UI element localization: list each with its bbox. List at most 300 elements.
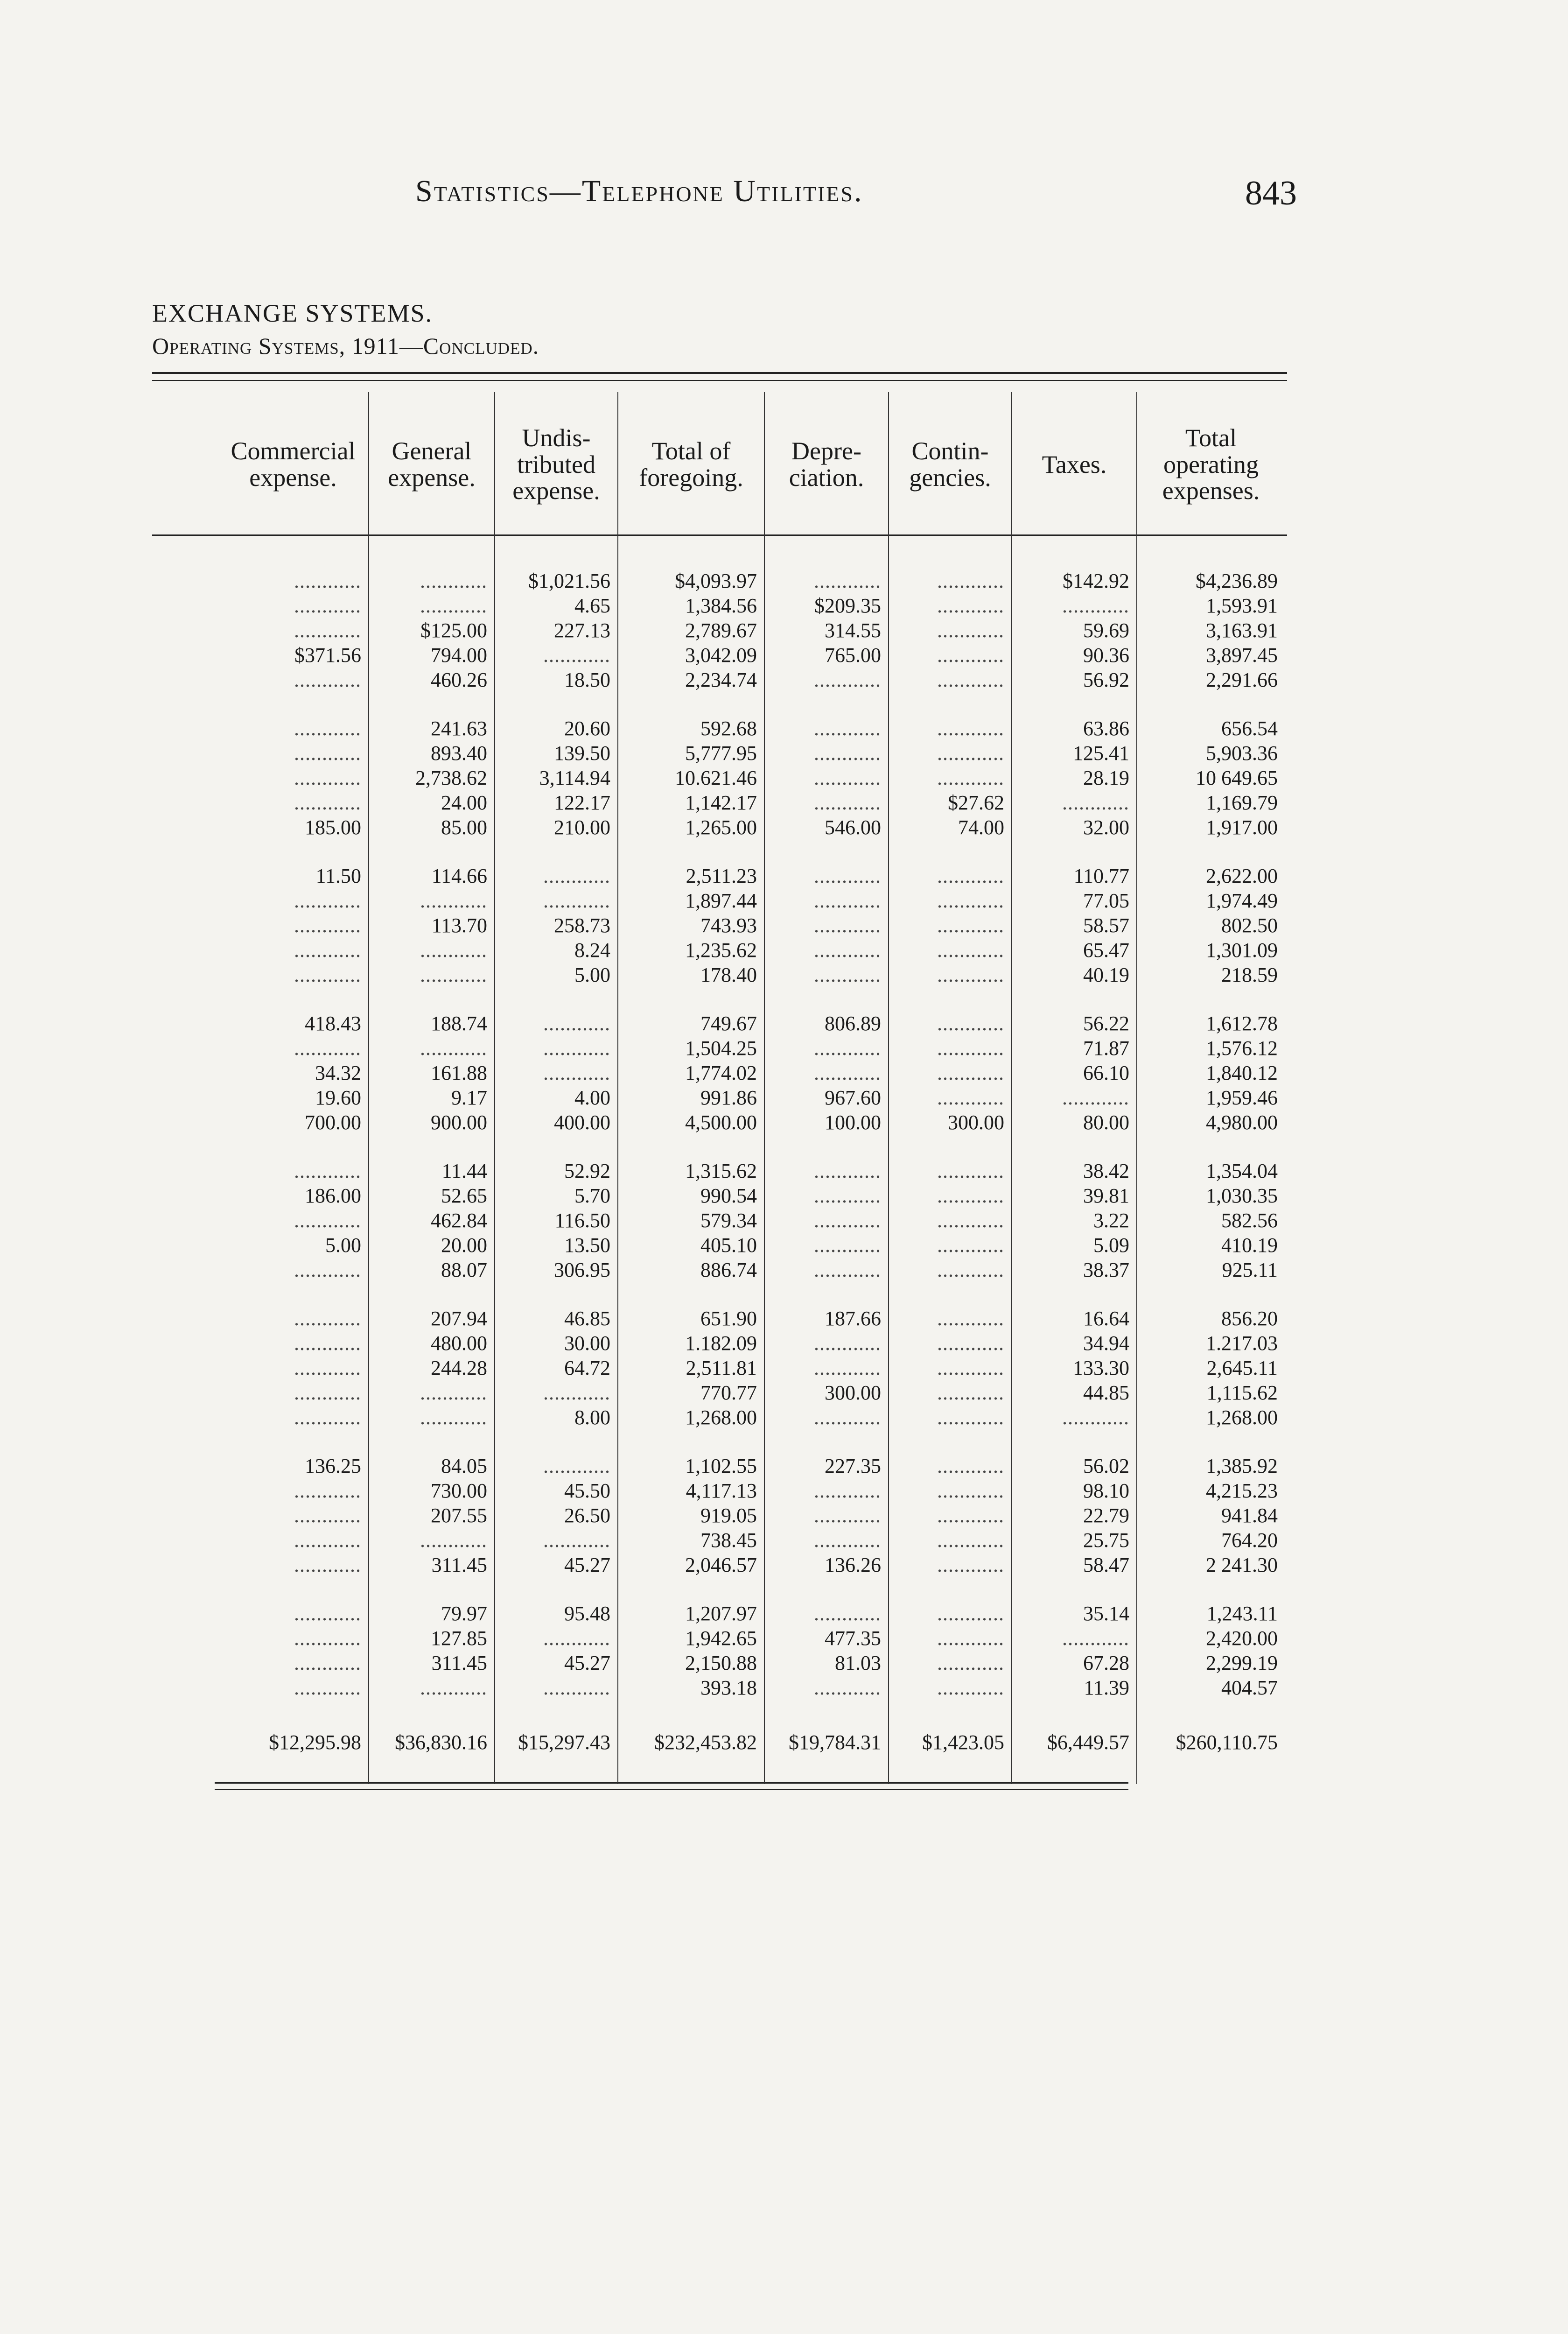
dot-leader: ............ (294, 914, 361, 937)
cell-total-foregoing: 886.74 (700, 1258, 757, 1281)
cell-total-operating-expenses: 764.20 (1221, 1529, 1278, 1552)
cell-total-foregoing: 738.45 (700, 1529, 757, 1552)
cell-total-operating-expenses: 1,612.78 (1206, 1012, 1278, 1035)
dot-leader: ............ (937, 644, 1004, 667)
cell-depreciation: 227.35 (825, 1455, 881, 1477)
dot-leader: ............ (937, 1160, 1004, 1182)
cell-commercial-expense: 5.00 (325, 1234, 361, 1257)
section-title: EXCHANGE SYSTEMS. (152, 299, 433, 327)
cell-total-operating-expenses: 1,115.62 (1206, 1381, 1278, 1404)
dot-leader: ............ (294, 1381, 361, 1404)
dot-leader: ............ (814, 1406, 881, 1429)
cell-general-expense: 20.00 (441, 1234, 487, 1257)
dot-leader: ............ (294, 889, 361, 912)
cell-total-operating-expenses: 3,897.45 (1206, 644, 1278, 667)
cell-depreciation: 300.00 (825, 1381, 881, 1404)
dot-leader: ............ (294, 1258, 361, 1281)
cell-total-foregoing: 1,268.00 (685, 1406, 757, 1429)
cell-taxes: 71.87 (1083, 1037, 1129, 1060)
cell-general-expense: 207.94 (431, 1307, 487, 1330)
dot-leader: ............ (814, 865, 881, 887)
cell-depreciation: 546.00 (825, 816, 881, 839)
cell-depreciation: 765.00 (825, 644, 881, 667)
dot-leader: ............ (814, 668, 881, 691)
cell-general-expense: 900.00 (431, 1111, 487, 1134)
dot-leader: ............ (937, 1234, 1004, 1257)
dot-leader: ............ (814, 1676, 881, 1699)
cell-undistributed-expense: 18.50 (564, 668, 610, 691)
dot-leader: ............ (543, 865, 610, 887)
dot-leader: ............ (420, 569, 487, 592)
dot-leader: ............ (294, 1406, 361, 1429)
cell-total-operating-expenses: 1.217.03 (1206, 1332, 1278, 1355)
dot-leader: ............ (814, 963, 881, 986)
dot-leader: ............ (814, 766, 881, 789)
cell-taxes: 63.86 (1083, 717, 1129, 740)
cell-total-foregoing: 592.68 (700, 717, 757, 740)
cell-commercial-expense: 19.60 (315, 1086, 361, 1109)
cell-total-foregoing: 1,315.62 (685, 1160, 757, 1182)
cell-taxes: 34.94 (1083, 1332, 1129, 1355)
dot-leader: ............ (937, 742, 1004, 765)
dot-leader: ............ (420, 939, 487, 962)
cell-general-expense: 114.66 (431, 865, 487, 887)
total-undistributed-expense: $15,297.43 (518, 1731, 610, 1754)
dot-leader: ............ (814, 1160, 881, 1182)
dot-leader: ............ (294, 742, 361, 765)
dot-leader: ............ (294, 1332, 361, 1355)
cell-total-foregoing: 2,789.67 (685, 619, 757, 642)
cell-taxes: 56.92 (1083, 668, 1129, 691)
cell-total-operating-expenses: 1,917.00 (1206, 816, 1278, 839)
cell-depreciation: $209.35 (814, 594, 881, 617)
cell-taxes: 25.75 (1083, 1529, 1129, 1552)
cell-general-expense: 480.00 (431, 1332, 487, 1355)
cell-taxes: 65.47 (1083, 939, 1129, 962)
cell-total-foregoing: 1,265.00 (685, 816, 757, 839)
cell-depreciation: 187.66 (825, 1307, 881, 1330)
dot-leader: ............ (814, 1209, 881, 1232)
dot-leader: ............ (294, 1652, 361, 1674)
cell-undistributed-expense: 122.17 (554, 791, 610, 814)
column-header-commercial-expense: Commercial expense. (231, 437, 356, 492)
cell-depreciation: 81.03 (835, 1652, 881, 1674)
cell-total-foregoing: 990.54 (700, 1184, 757, 1207)
dot-leader: ............ (543, 889, 610, 912)
dot-leader: ............ (937, 1406, 1004, 1429)
cell-total-foregoing: 919.05 (700, 1504, 757, 1527)
cell-total-operating-expenses: 1,354.04 (1206, 1160, 1278, 1182)
cell-taxes: 98.10 (1083, 1479, 1129, 1502)
cell-undistributed-expense: 4.65 (574, 594, 610, 617)
cell-total-operating-expenses: 1,243.11 (1206, 1602, 1278, 1625)
dot-leader: ............ (420, 1406, 487, 1429)
dot-leader: ............ (814, 1037, 881, 1060)
cell-commercial-expense: 34.32 (315, 1062, 361, 1084)
dot-leader: ............ (937, 963, 1004, 986)
cell-general-expense: 244.28 (431, 1357, 487, 1379)
column-header-undistributed-expense: Undis- tributed expense. (512, 423, 600, 505)
dot-leader: ............ (294, 569, 361, 592)
cell-commercial-expense: 418.43 (305, 1012, 361, 1035)
cell-undistributed-expense: 3,114.94 (539, 766, 610, 789)
cell-taxes: 67.28 (1083, 1652, 1129, 1674)
cell-taxes: 5.09 (1093, 1234, 1129, 1257)
cell-taxes: 125.41 (1073, 742, 1129, 765)
dot-leader: ............ (937, 1258, 1004, 1281)
dot-leader: ............ (294, 1160, 361, 1182)
cell-total-operating-expenses: 925.11 (1222, 1258, 1278, 1281)
dot-leader: ............ (814, 1062, 881, 1084)
running-head (415, 174, 863, 209)
cell-total-operating-expenses: 1,974.49 (1206, 889, 1278, 912)
cell-general-expense: 85.00 (441, 816, 487, 839)
cell-general-expense: 462.84 (431, 1209, 487, 1232)
cell-total-operating-expenses: 1,169.79 (1206, 791, 1278, 814)
cell-general-expense: 794.00 (431, 644, 487, 667)
cell-undistributed-expense: 4.00 (574, 1086, 610, 1109)
cell-total-operating-expenses: 1,301.09 (1206, 939, 1278, 962)
dot-leader: ............ (543, 1381, 610, 1404)
cell-total-operating-expenses: 1,385.92 (1206, 1455, 1278, 1477)
cell-taxes: 44.85 (1083, 1381, 1129, 1404)
cell-total-operating-expenses: 2,291.66 (1206, 668, 1278, 691)
cell-general-expense: 52.65 (441, 1184, 487, 1207)
cell-taxes: $142.92 (1063, 569, 1129, 592)
cell-general-expense: 241.63 (431, 717, 487, 740)
cell-general-expense: 9.17 (451, 1086, 487, 1109)
dot-leader: ............ (543, 1627, 610, 1650)
dot-leader: ............ (937, 1037, 1004, 1060)
dot-leader: ............ (814, 1258, 881, 1281)
cell-taxes: 80.00 (1083, 1111, 1129, 1134)
cell-undistributed-expense: 45.50 (564, 1479, 610, 1502)
cell-undistributed-expense: 139.50 (554, 742, 610, 765)
cell-taxes: 35.14 (1083, 1602, 1129, 1625)
cell-undistributed-expense: 210.00 (554, 816, 610, 839)
column-header-total-foregoing: Total of foregoing. (639, 437, 743, 492)
dot-leader: ............ (937, 1209, 1004, 1232)
cell-depreciation: 136.26 (825, 1554, 881, 1576)
dot-leader: ............ (814, 1234, 881, 1257)
cell-depreciation: 100.00 (825, 1111, 881, 1134)
dot-leader: ............ (937, 1479, 1004, 1502)
dot-leader: ............ (1062, 1627, 1129, 1650)
cell-general-expense: 730.00 (431, 1479, 487, 1502)
cell-undistributed-expense: 5.00 (574, 963, 610, 986)
cell-taxes: 32.00 (1083, 816, 1129, 839)
dot-leader: ............ (294, 1602, 361, 1625)
cell-total-operating-expenses: 941.84 (1221, 1504, 1278, 1527)
cell-total-operating-expenses: 404.57 (1221, 1676, 1278, 1699)
dot-leader: ............ (294, 1307, 361, 1330)
cell-commercial-expense: 186.00 (305, 1184, 361, 1207)
cell-total-operating-expenses: 410.19 (1221, 1234, 1278, 1257)
cell-commercial-expense: 700.00 (305, 1111, 361, 1134)
dot-leader: ............ (294, 791, 361, 814)
dot-leader: ............ (937, 914, 1004, 937)
cell-total-foregoing: 2,234.74 (685, 668, 757, 691)
cell-total-operating-expenses: 1,030.35 (1206, 1184, 1278, 1207)
dot-leader: ............ (294, 766, 361, 789)
cell-taxes: 28.19 (1083, 766, 1129, 789)
dot-leader: ............ (294, 1554, 361, 1576)
cell-general-expense: 113.70 (431, 914, 487, 937)
cell-total-operating-expenses: 802.50 (1221, 914, 1278, 937)
cell-undistributed-expense: 26.50 (564, 1504, 610, 1527)
cell-taxes: 66.10 (1083, 1062, 1129, 1084)
cell-total-foregoing: 1,774.02 (685, 1062, 757, 1084)
cell-total-operating-expenses: 2,622.00 (1206, 865, 1278, 887)
dot-leader: ............ (937, 594, 1004, 617)
column-header-taxes: Taxes. (1042, 450, 1107, 478)
dot-leader: ............ (937, 668, 1004, 691)
dot-leader: ............ (937, 619, 1004, 642)
dot-leader: ............ (814, 717, 881, 740)
cell-total-foregoing: 770.77 (700, 1381, 757, 1404)
cell-total-operating-expenses: 656.54 (1221, 717, 1278, 740)
dot-leader: ............ (1062, 791, 1129, 814)
dot-leader: ............ (543, 1529, 610, 1552)
column-header-general-expense: General expense. (388, 437, 476, 492)
cell-total-foregoing: 10.621.46 (675, 766, 757, 789)
cell-depreciation: 477.35 (825, 1627, 881, 1650)
cell-general-expense: 88.07 (441, 1258, 487, 1281)
cell-undistributed-expense: 400.00 (554, 1111, 610, 1134)
dot-leader: ............ (937, 1652, 1004, 1674)
cell-general-expense: 460.26 (431, 668, 487, 691)
dot-leader: ............ (814, 1184, 881, 1207)
dot-leader: ............ (294, 1479, 361, 1502)
cell-undistributed-expense: 306.95 (554, 1258, 610, 1281)
dot-leader: ............ (937, 1504, 1004, 1527)
cell-commercial-expense: 185.00 (305, 816, 361, 839)
cell-total-foregoing: 1,235.62 (685, 939, 757, 962)
cell-total-operating-expenses: $4,236.89 (1196, 569, 1278, 592)
cell-undistributed-expense: 13.50 (564, 1234, 610, 1257)
cell-undistributed-expense: 227.13 (554, 619, 610, 642)
cell-general-expense: 127.85 (431, 1627, 487, 1650)
cell-total-operating-expenses: 1,959.46 (1206, 1086, 1278, 1109)
cell-general-expense: 188.74 (431, 1012, 487, 1035)
dot-leader: ............ (937, 889, 1004, 912)
total-total-operating-expenses: $260,110.75 (1176, 1731, 1278, 1754)
subtitle-text: Operating Systems, 1911—Concluded. (152, 333, 539, 359)
cell-general-expense: 84.05 (441, 1455, 487, 1477)
column-rule (368, 392, 369, 1784)
dot-leader: ............ (937, 1357, 1004, 1379)
column-rule (764, 392, 765, 1784)
cell-taxes: 38.37 (1083, 1258, 1129, 1281)
dot-leader: ............ (937, 1529, 1004, 1552)
dot-leader: ............ (543, 1062, 610, 1084)
cell-undistributed-expense: 95.48 (564, 1602, 610, 1625)
cell-total-operating-expenses: 582.56 (1221, 1209, 1278, 1232)
cell-contingencies: $27.62 (948, 791, 1004, 814)
cell-general-expense: $125.00 (420, 619, 487, 642)
cell-total-foregoing: 2,511.23 (686, 865, 757, 887)
cell-taxes: 39.81 (1083, 1184, 1129, 1207)
cell-total-operating-expenses: 4,980.00 (1206, 1111, 1278, 1134)
cell-total-foregoing: 651.90 (700, 1307, 757, 1330)
dot-leader: ............ (1062, 1086, 1129, 1109)
cell-total-operating-expenses: 2 241.30 (1206, 1554, 1278, 1576)
dot-leader: ............ (937, 1062, 1004, 1084)
cell-general-expense: 207.55 (431, 1504, 487, 1527)
dot-leader: ............ (937, 1012, 1004, 1035)
cell-undistributed-expense: 52.92 (564, 1160, 610, 1182)
dot-leader: ............ (937, 1627, 1004, 1650)
dot-leader: ............ (294, 939, 361, 962)
top-rule (152, 372, 1287, 374)
dot-leader: ............ (937, 1086, 1004, 1109)
dot-leader: ............ (420, 1381, 487, 1404)
dot-leader: ............ (543, 1455, 610, 1477)
dot-leader: ............ (937, 717, 1004, 740)
cell-undistributed-expense: 258.73 (554, 914, 610, 937)
cell-total-operating-expenses: 218.59 (1221, 963, 1278, 986)
dot-leader: ............ (543, 1676, 610, 1699)
dot-leader: ............ (294, 668, 361, 691)
cell-total-foregoing: 1,207.97 (685, 1602, 757, 1625)
cell-taxes: 22.79 (1083, 1504, 1129, 1527)
cell-commercial-expense: $371.56 (294, 644, 361, 667)
dot-leader: ............ (294, 619, 361, 642)
cell-total-foregoing: 991.86 (700, 1086, 757, 1109)
dot-leader: ............ (294, 1676, 361, 1699)
column-rule (1011, 392, 1012, 1784)
dot-leader: ............ (937, 1381, 1004, 1404)
dot-leader: ............ (937, 1676, 1004, 1699)
cell-total-foregoing: 393.18 (700, 1676, 757, 1699)
dot-leader: ............ (814, 742, 881, 765)
cell-total-operating-expenses: 5,903.36 (1206, 742, 1278, 765)
cell-taxes: 59.69 (1083, 619, 1129, 642)
cell-total-operating-expenses: 4,215.23 (1206, 1479, 1278, 1502)
dot-leader: ............ (814, 1602, 881, 1625)
cell-total-operating-expenses: 2,299.19 (1206, 1652, 1278, 1674)
dot-leader: ............ (294, 1209, 361, 1232)
dot-leader: ............ (294, 1627, 361, 1650)
total-contingencies: $1,423.05 (922, 1731, 1004, 1754)
cell-total-operating-expenses: 1,593.91 (1206, 594, 1278, 617)
dot-leader: ............ (1062, 1406, 1129, 1429)
dot-leader: ............ (937, 766, 1004, 789)
dot-leader: ............ (814, 1479, 881, 1502)
dot-leader: ............ (420, 1676, 487, 1699)
cell-total-foregoing: $4,093.97 (675, 569, 757, 592)
column-header-depreciation: Depre- ciation. (789, 437, 864, 492)
cell-taxes: 58.57 (1083, 914, 1129, 937)
cell-total-foregoing: 178.40 (700, 963, 757, 986)
cell-total-foregoing: 2,511.81 (686, 1357, 757, 1379)
cell-total-foregoing: 1.182.09 (685, 1332, 757, 1355)
page-number: 843 (1245, 174, 1297, 212)
cell-total-operating-expenses: 3,163.91 (1206, 619, 1278, 642)
dot-leader: ............ (814, 1332, 881, 1355)
dot-leader: ............ (1062, 594, 1129, 617)
total-taxes: $6,449.57 (1047, 1731, 1129, 1754)
cell-taxes: 110.77 (1073, 865, 1129, 887)
cell-contingencies: 300.00 (948, 1111, 1004, 1134)
dot-leader: ............ (937, 569, 1004, 592)
dot-leader: ............ (937, 1602, 1004, 1625)
cell-total-foregoing: 3,042.09 (685, 644, 757, 667)
cell-total-foregoing: 579.34 (700, 1209, 757, 1232)
column-rule (494, 392, 495, 1784)
cell-total-foregoing: 4,117.13 (686, 1479, 757, 1502)
dot-leader: ............ (294, 1037, 361, 1060)
cell-taxes: 90.36 (1083, 644, 1129, 667)
cell-total-foregoing: 1,142.17 (685, 791, 757, 814)
cell-undistributed-expense: 30.00 (564, 1332, 610, 1355)
dot-leader: ............ (420, 1037, 487, 1060)
cell-undistributed-expense: 46.85 (564, 1307, 610, 1330)
cell-total-operating-expenses: 10 649.65 (1196, 766, 1278, 789)
cell-general-expense: 79.97 (441, 1602, 487, 1625)
cell-taxes: 16.64 (1083, 1307, 1129, 1330)
cell-undistributed-expense: 5.70 (574, 1184, 610, 1207)
total-total-foregoing: $232,453.82 (654, 1731, 757, 1754)
bottom-rule-thin (215, 1789, 1128, 1790)
cell-depreciation: 967.60 (825, 1086, 881, 1109)
cell-commercial-expense: 136.25 (305, 1455, 361, 1477)
cell-undistributed-expense: 45.27 (564, 1652, 610, 1674)
cell-undistributed-expense: 45.27 (564, 1554, 610, 1576)
cell-undistributed-expense: 8.00 (574, 1406, 610, 1429)
cell-general-expense: 893.40 (431, 742, 487, 765)
cell-total-foregoing: 405.10 (700, 1234, 757, 1257)
total-depreciation: $19,784.31 (789, 1731, 881, 1754)
cell-taxes: 77.05 (1083, 889, 1129, 912)
cell-taxes: 3.22 (1093, 1209, 1129, 1232)
dot-leader: ............ (814, 791, 881, 814)
cell-total-operating-expenses: 2,645.11 (1206, 1357, 1278, 1379)
dot-leader: ............ (420, 963, 487, 986)
cell-taxes: 40.19 (1083, 963, 1129, 986)
bottom-rule (215, 1782, 1128, 1784)
cell-depreciation: 314.55 (825, 619, 881, 642)
dot-leader: ............ (814, 1504, 881, 1527)
total-general-expense: $36,830.16 (395, 1731, 487, 1754)
running-title: Statistics—Telephone Utilities. (415, 174, 863, 208)
dot-leader: ............ (420, 1529, 487, 1552)
cell-general-expense: 11.44 (441, 1160, 487, 1182)
dot-leader: ............ (814, 569, 881, 592)
cell-total-operating-expenses: 1,268.00 (1206, 1406, 1278, 1429)
cell-undistributed-expense: 8.24 (574, 939, 610, 962)
cell-contingencies: 74.00 (958, 816, 1004, 839)
dot-leader: ............ (420, 594, 487, 617)
cell-general-expense: 311.45 (431, 1554, 487, 1576)
cell-general-expense: 2,738.62 (415, 766, 487, 789)
column-rule (1136, 392, 1137, 1784)
subtitle (152, 332, 539, 359)
cell-undistributed-expense: 64.72 (564, 1357, 610, 1379)
dot-leader: ............ (937, 1455, 1004, 1477)
column-rule (617, 392, 618, 1784)
cell-total-foregoing: 5,777.95 (685, 742, 757, 765)
dot-leader: ............ (937, 1184, 1004, 1207)
cell-total-foregoing: 1,102.55 (685, 1455, 757, 1477)
cell-total-operating-expenses: 1,840.12 (1206, 1062, 1278, 1084)
cell-total-operating-expenses: 856.20 (1221, 1307, 1278, 1330)
header-rule (152, 534, 1287, 536)
dot-leader: ............ (294, 1504, 361, 1527)
cell-total-foregoing: 743.93 (700, 914, 757, 937)
cell-commercial-expense: 11.50 (315, 865, 361, 887)
cell-total-operating-expenses: 2,420.00 (1206, 1627, 1278, 1650)
